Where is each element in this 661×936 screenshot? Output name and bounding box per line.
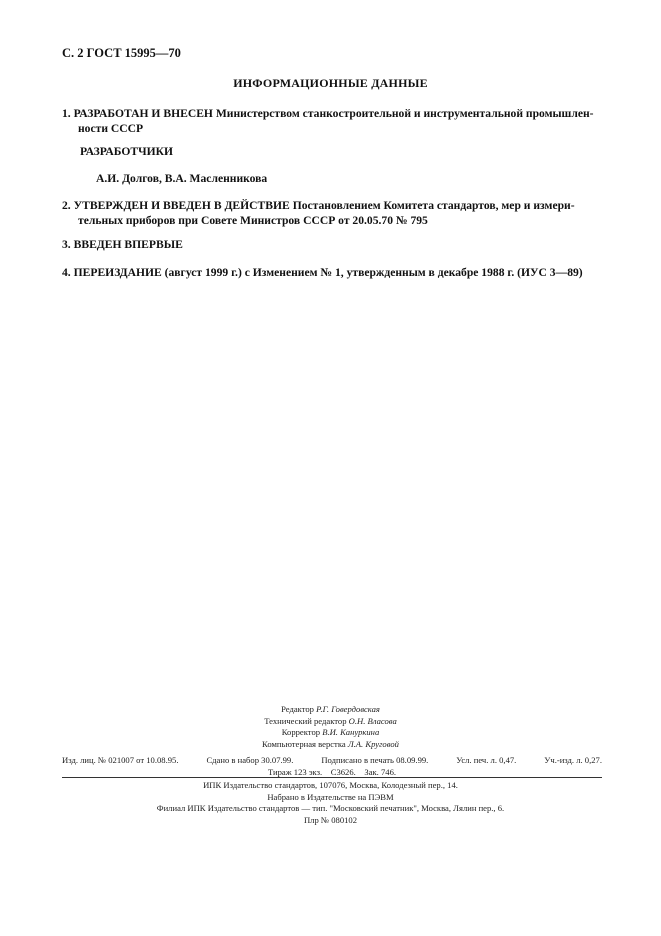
item-lead: УТВЕРЖДЕН И ВВЕДЕН В ДЕЙСТВИЕ <box>73 199 290 212</box>
item-text: Постановлением Комитета стандартов, мер и измери- <box>292 199 575 212</box>
item-text-continued: тельных приборов при Совете Министров СССР от 20.05.70 № 795 <box>78 214 428 227</box>
imprint-signed: Подписано в печать 08.09.99. <box>321 755 429 765</box>
credit-line <box>0 716 661 728</box>
credit-role: Компьютерная верстка <box>262 738 346 749</box>
imprint-license: Изд. лиц. № 021007 от 10.08.95. <box>62 755 179 765</box>
developers-label: РАЗРАБОТЧИКИ <box>80 145 174 158</box>
developers-names: А.И. Долгов, В.А. Масленникова <box>96 172 268 185</box>
info-item-3 <box>62 237 602 252</box>
imprint-code: С3626. <box>330 766 356 777</box>
info-item-2 <box>62 198 602 228</box>
credit-role: Технический редактор <box>264 715 347 726</box>
info-item-4 <box>62 265 602 280</box>
divider <box>62 777 602 778</box>
item-lead: ПЕРЕИЗДАНИЕ <box>73 266 162 279</box>
item-number: 2. <box>62 199 71 212</box>
imprint-run: Тираж 123 экз. <box>267 766 323 777</box>
section-title: ИНФОРМАЦИОННЫЕ ДАННЫЕ <box>233 76 428 90</box>
item-number: 1. <box>62 107 71 120</box>
credit-name: О.Н. Власова <box>348 715 397 726</box>
page-header: С. 2 ГОСТ 15995—70 <box>62 46 181 60</box>
credit-line <box>0 704 661 716</box>
item-text: Министерством станкостроительной и инструментальной промышлен- <box>215 107 594 120</box>
credit-name: Л.А. Круговой <box>347 738 399 749</box>
imprint-row <box>62 755 602 767</box>
item-number: 4. <box>62 266 71 279</box>
imprint-pub-sheets: Уч.-изд. л. 0,27. <box>544 755 602 765</box>
credits-block <box>0 704 661 750</box>
imprint-block <box>62 755 602 778</box>
imprint-order: Зак. 746. <box>364 766 397 777</box>
credit-line <box>0 727 661 739</box>
item-text-continued: ности СССР <box>78 122 144 135</box>
footer-line: ИПК Издательство стандартов, 107076, Москва, Колодезный пер., 14. <box>203 780 458 790</box>
imprint-print-sheets: Усл. печ. л. 0,47. <box>456 755 517 765</box>
info-item-1 <box>62 106 602 136</box>
item-text: (август 1999 г.) с Изменением № 1, утвержденным в декабре 1988 г. (ИУС 3—89) <box>164 266 583 279</box>
credit-role: Редактор <box>281 704 314 714</box>
credit-name: В.И. Кануркина <box>322 727 380 738</box>
credit-line <box>0 739 661 751</box>
credit-name: Р.Г. Говердовская <box>316 704 380 714</box>
footer-line: Филиал ИПК Издательство стандартов — тип. "Московский печатник", Москва, Лялин пер., 6. <box>156 803 505 814</box>
item-number: 3. <box>62 238 71 251</box>
footer-line: Плр № 080102 <box>303 814 358 825</box>
imprint-sent: Сдано в набор 30.07.99. <box>206 755 294 765</box>
item-lead: ВВЕДЕН ВПЕРВЫЕ <box>73 238 183 251</box>
item-lead: РАЗРАБОТАН И ВНЕСЕН <box>73 107 213 120</box>
publisher-footer <box>0 780 661 826</box>
footer-line: Набрано в Издательстве на ПЭВМ <box>267 791 394 802</box>
credit-role: Корректор <box>281 727 321 738</box>
